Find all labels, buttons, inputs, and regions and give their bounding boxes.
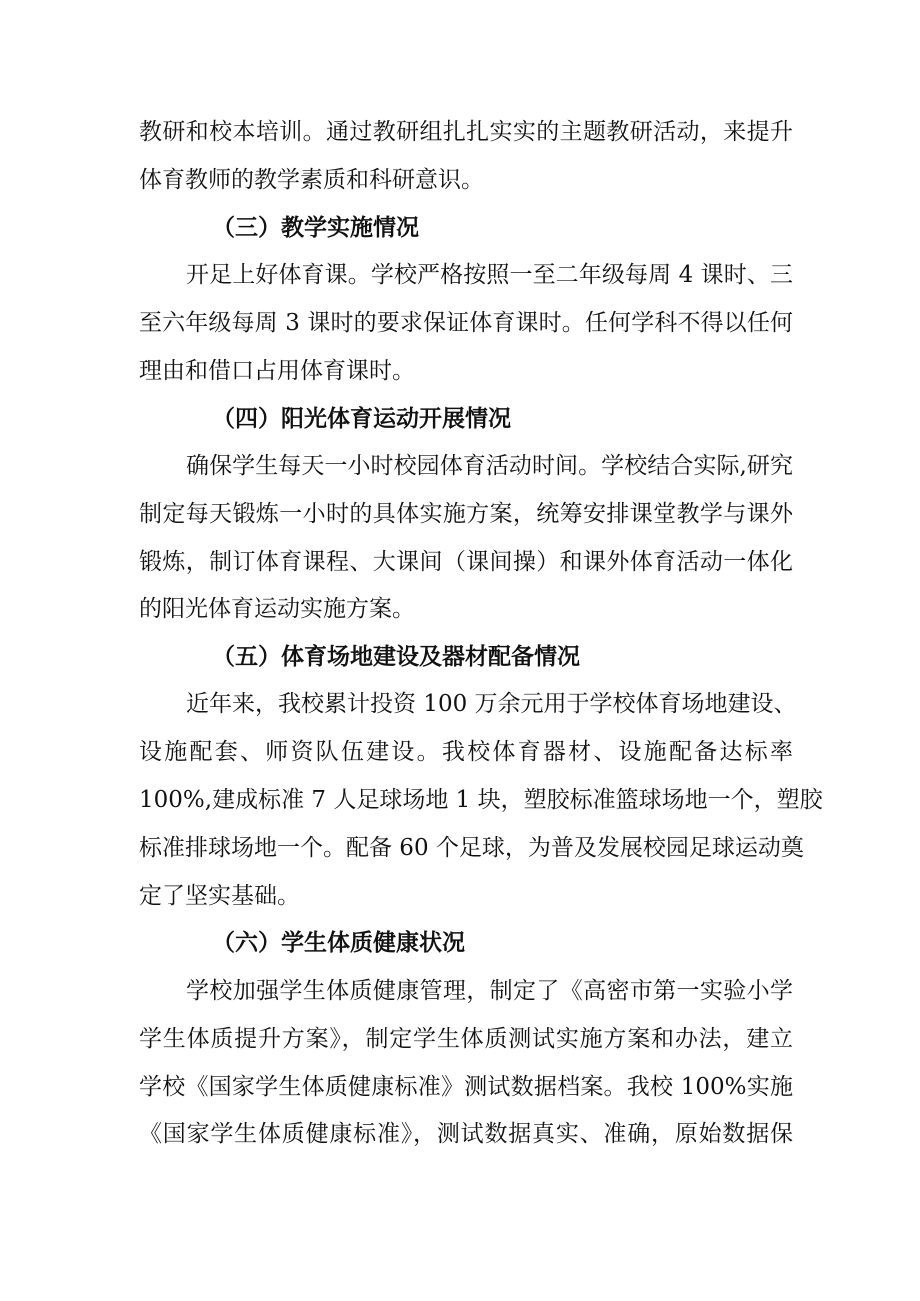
paragraph-line: 定了坚实基础。 <box>139 883 300 909</box>
paragraph-line: 学校加强学生体质健康管理，制定了《高密市第一实验小学 <box>186 978 793 1004</box>
paragraph-line: 确保学生每天一小时校园体育活动时间。学校结合实际,研究 <box>186 453 793 479</box>
paragraph-line: 100%,建成标准 7 人足球场地 1 块，塑胶标准篮球场地一个，塑胶 <box>139 787 823 813</box>
section-heading-5: （五）体育场地建设及器材配备情况 <box>212 644 580 670</box>
paragraph-line: 近年来，我校累计投资 100 万余元用于学校体育场地建设、 <box>186 691 797 717</box>
paragraph-line: 《国家学生体质健康标准》，测试数据真实、准确，原始数据保 <box>139 1121 793 1147</box>
paragraph-line: 学生体质提升方案》，制定学生体质测试实施方案和办法，建立 <box>139 1026 793 1052</box>
paragraph-line: 学校《国家学生体质健康标准》测试数据档案。我校 100%实施 <box>139 1074 793 1100</box>
paragraph-line: 标准排球场地一个。配备 60 个足球，为普及发展校园足球运动奠 <box>139 835 804 861</box>
paragraph-line: 制定每天锻炼一小时的具体实施方案，统筹安排课堂教学与课外 <box>139 501 793 527</box>
section-heading-6: （六）学生体质健康状况 <box>212 930 465 956</box>
section-heading-3: （三）教学实施情况 <box>212 215 419 241</box>
paragraph-line: 教研和校本培训。通过教研组扎扎实实的主题教研活动，来提升 <box>139 119 793 145</box>
section-heading-4: （四）阳光体育运动开展情况 <box>212 406 511 432</box>
paragraph-line: 开足上好体育课。学校严格按照一至二年级每周 4 课时、三 <box>186 262 793 288</box>
paragraph-line: 体育教师的教学素质和科研意识。 <box>139 167 484 193</box>
paragraph-line: 至六年级每周 3 课时的要求保证体育课时。任何学科不得以任何 <box>139 310 793 336</box>
paragraph-line: 锻炼，制订体育课程、大课间（课间操）和课外体育活动一体化 <box>139 549 793 575</box>
paragraph-line: 设施配套、师资队伍建设。我校体育器材、设施配备达标率 <box>139 739 793 765</box>
paragraph-line: 的阳光体育运动实施方案。 <box>139 596 415 622</box>
paragraph-line: 理由和借口占用体育课时。 <box>139 358 415 384</box>
